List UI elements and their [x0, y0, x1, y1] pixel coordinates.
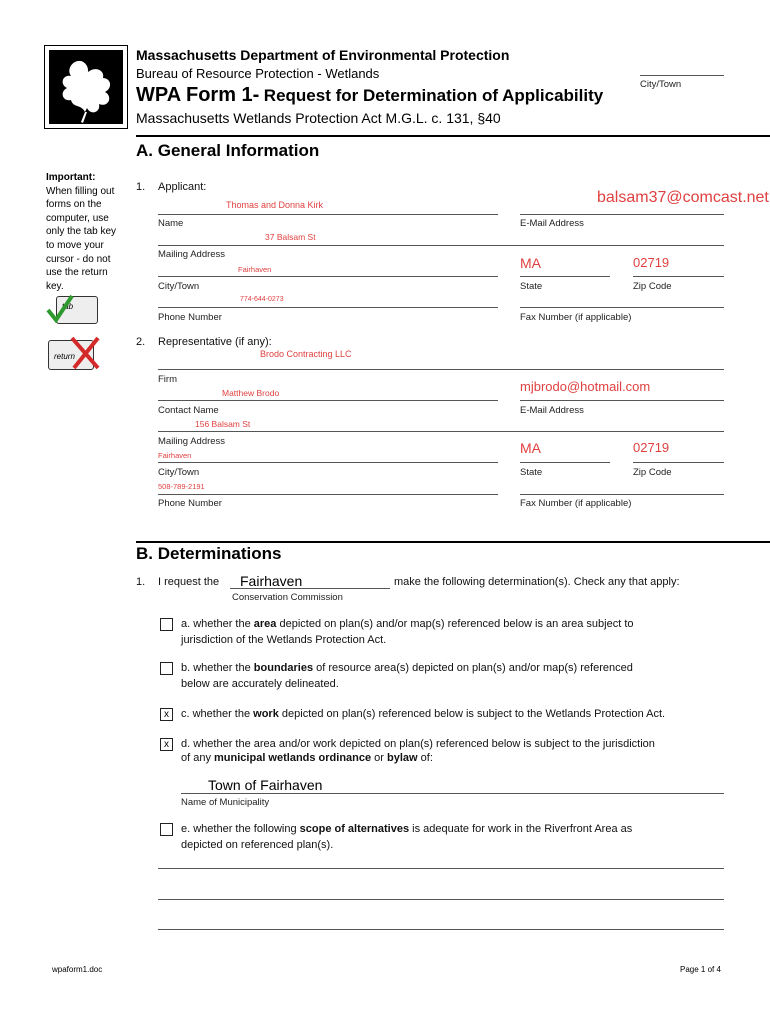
header-city-line [640, 75, 724, 76]
municipality-label: Name of Municipality [181, 797, 270, 808]
option-c-checkbox[interactable]: x [160, 708, 173, 721]
applicant-state-label: State [520, 281, 543, 292]
applicant-city-value[interactable]: Fairhaven [238, 265, 272, 274]
request-prefix: I request the [158, 576, 220, 588]
municipality-line [181, 793, 724, 794]
applicant-fax-line [520, 307, 724, 308]
form-number: WPA Form 1- [136, 84, 260, 106]
tab-key-icon [46, 294, 100, 328]
applicant-fax-label: Fax Number (if applicable) [520, 312, 632, 323]
applicant-address-label: Mailing Address [158, 249, 226, 260]
rep-firm-line [158, 369, 724, 370]
option-d-text: d. whether the area and/or work depicted on plan(s) referenced below is subject to the jurisdiction [181, 738, 655, 750]
scope-line-3[interactable] [158, 929, 724, 930]
option-e-text: e. whether the following scope of alternatives is adequate for work in the Riverfront Area as [181, 823, 633, 835]
applicant-name-value[interactable]: Thomas and Donna Kirk [226, 200, 324, 210]
rep-zip-line [633, 462, 724, 463]
option-a-text: a. whether the area depicted on plan(s) and/or map(s) referenced below is an area subject to [181, 618, 634, 630]
option-b-text: b. whether the boundaries of resource area(s) depicted on plan(s) and/or map(s) referenced [181, 662, 633, 674]
option-e-text-line2: depicted on referenced plan(s). [181, 839, 334, 851]
request-suffix: make the following determination(s). Check any that apply: [394, 576, 680, 588]
form-subtitle: Request for Determination of Applicability [263, 86, 604, 105]
note-line: key. [46, 280, 64, 292]
rep-phone-line [158, 494, 498, 495]
applicant-zip-line [633, 276, 724, 277]
section-a-title: A. General Information [136, 141, 320, 160]
rep-fax-label: Fax Number (if applicable) [520, 498, 632, 509]
rep-phone-label: Phone Number [158, 498, 222, 509]
applicant-phone-label: Phone Number [158, 312, 222, 323]
option-a-checkbox[interactable] [160, 618, 173, 631]
bureau-name: Bureau of Resource Protection - Wetlands [136, 66, 380, 81]
option-d-text-line2: of any municipal wetlands ordinance or bylaw of: [181, 752, 433, 764]
rep-city-value[interactable]: Fairhaven [158, 451, 192, 460]
rep-city-label: City/Town [158, 467, 200, 478]
applicant-zip-value[interactable]: 02719 [633, 255, 670, 270]
x-mark-icon [46, 334, 106, 372]
rep-contact-label: Contact Name [158, 405, 219, 416]
rep-zip-value[interactable]: 02719 [633, 440, 670, 455]
applicant-phone-value[interactable]: 774-644-0273 [240, 296, 284, 303]
applicant-state-line [520, 276, 610, 277]
applicant-name-line [158, 214, 498, 215]
important-note [46, 171, 132, 293]
rep-address-label: Mailing Address [158, 436, 226, 447]
rep-contact-value[interactable]: Matthew Brodo [222, 388, 280, 398]
applicant-email-value[interactable]: balsam37@comcast.net [597, 189, 769, 206]
applicant-address-line [158, 245, 724, 246]
section-b-rule [136, 541, 770, 543]
applicant-city-label: City/Town [158, 281, 200, 292]
header-city-label: City/Town [640, 79, 682, 90]
checkmark-icon [46, 294, 76, 324]
act-reference: Massachusetts Wetlands Protection Act M.G.L. c. 131, §40 [136, 110, 501, 126]
dep-logo [44, 45, 128, 129]
applicant-phone-line [158, 307, 498, 308]
commission-label: Conservation Commission [232, 592, 343, 603]
note-line: to move your [46, 239, 104, 251]
note-line: forms on the [46, 199, 102, 211]
rep-firm-label: Firm [158, 374, 177, 385]
note-line: only the tab key [46, 226, 117, 238]
option-a-text-line2: jurisdiction of the Wetlands Protection Act. [181, 634, 387, 646]
note-line: use the return [46, 267, 108, 279]
applicant-city-line [158, 276, 498, 277]
applicant-email-label: E-Mail Address [520, 218, 584, 229]
note-line: computer, use [46, 212, 109, 224]
rep-state-value[interactable]: MA [520, 440, 541, 456]
department-name: Massachusetts Department of Environmental Protection [136, 47, 510, 63]
applicant-heading: Applicant: [158, 181, 207, 193]
form-title [136, 84, 603, 107]
tab-key-label: tab [62, 302, 74, 311]
oak-leaf-icon [45, 46, 127, 128]
commission-value[interactable]: Fairhaven [240, 573, 303, 589]
option-c-text: c. whether the work depicted on plan(s) referenced below is subject to the Wetlands Protection Act. [181, 708, 666, 720]
rep-zip-label: Zip Code [633, 467, 672, 478]
rep-contact-line [158, 400, 498, 401]
option-e-checkbox[interactable] [160, 823, 173, 836]
rep-email-value[interactable]: mjbrodo@hotmail.com [520, 379, 651, 394]
applicant-address-value[interactable]: 37 Balsam St [265, 232, 316, 242]
note-line: When filling out [46, 185, 115, 197]
rep-number: 2. [136, 336, 146, 348]
applicant-number: 1. [136, 181, 146, 193]
return-key-label: return [54, 352, 75, 361]
applicant-name-label: Name [158, 218, 184, 229]
option-b-checkbox[interactable] [160, 662, 173, 675]
rep-city-line [158, 462, 498, 463]
section-b-title: B. Determinations [136, 544, 282, 563]
scope-line-1[interactable] [158, 868, 724, 869]
footer-page-number: Page 1 of 4 [680, 965, 721, 974]
request-number: 1. [136, 576, 146, 588]
applicant-zip-label: Zip Code [633, 281, 672, 292]
option-d-checkbox[interactable]: x [160, 738, 173, 751]
rep-phone-value[interactable]: 508-789-2191 [158, 482, 205, 491]
return-key-icon [46, 334, 106, 372]
rep-email-label: E-Mail Address [520, 405, 584, 416]
rep-email-line [520, 400, 724, 401]
rep-heading: Representative (if any): [158, 336, 272, 348]
commission-line [230, 588, 390, 589]
option-b-text-line2: below are accurately delineated. [181, 678, 339, 690]
rep-address-value[interactable]: 156 Balsam St [195, 419, 251, 429]
applicant-state-value[interactable]: MA [520, 255, 541, 271]
important-label: Important: [46, 172, 96, 183]
applicant-email-line [520, 214, 724, 215]
section-a-rule [136, 135, 770, 137]
rep-state-line [520, 462, 610, 463]
scope-line-2[interactable] [158, 899, 724, 900]
note-line: cursor - do not [46, 253, 111, 265]
rep-fax-line [520, 494, 724, 495]
rep-address-line [158, 431, 724, 432]
rep-firm-value[interactable]: Brodo Contracting LLC [260, 349, 352, 359]
footer-doc-name: wpaform1.doc [52, 965, 103, 974]
rep-state-label: State [520, 467, 543, 478]
municipality-value[interactable]: Town of Fairhaven [208, 777, 323, 793]
